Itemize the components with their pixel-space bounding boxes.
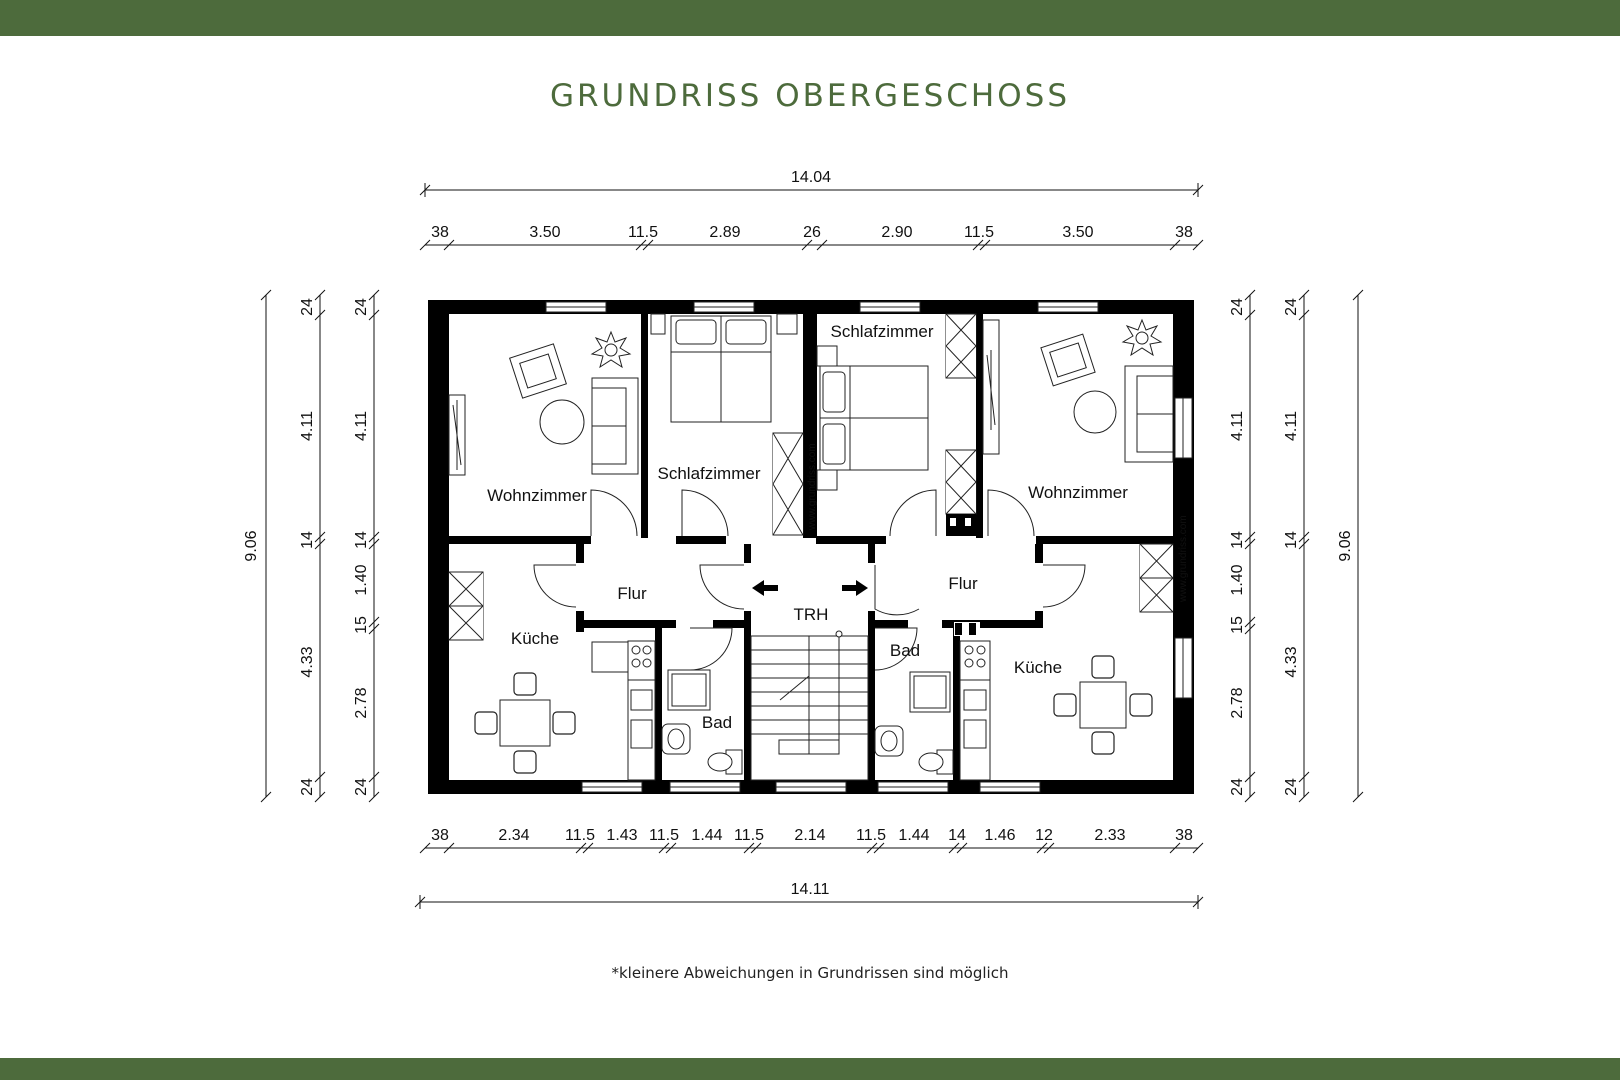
room-label-schlafzimmer-right: Schlafzimmer [830,322,934,341]
dim-bottom-14: 38 [1175,827,1193,844]
dim-right-outer-0: 24 [1283,298,1300,316]
nightstand-icon [777,314,797,334]
dim-left-inner-5: 2.78 [353,687,370,719]
dim-left-outer-3: 4.33 [299,646,316,678]
dimension-right-outer [1283,290,1309,802]
dim-left-inner-2: 14 [353,531,370,549]
room-label-flur-right: Flur [948,574,978,593]
dim-left-outer-4: 24 [299,778,316,796]
room-label-flur-left: Flur [617,584,647,603]
watermark-text: www.grundriss.com [807,443,818,530]
dimension-right-total [1337,290,1363,802]
room-label-schlafzimmer-left: Schlafzimmer [657,464,761,483]
dimension-left-total [243,290,271,802]
dim-bottom-0: 38 [431,827,449,844]
room-label-trh: TRH [793,605,829,624]
dim-bottom-10: 14 [948,827,966,844]
dim-right-inner-4: 15 [1229,616,1246,634]
wardrobe-left-icon [449,395,465,475]
dim-bottom-7: 2.14 [794,827,826,844]
dim-right-inner-1: 4.11 [1229,411,1246,441]
dim-left-total-label: 9.06 [243,530,260,562]
shower-icon [668,670,710,710]
dim-right-inner-3: 1.40 [1229,564,1246,596]
dining-table-icon [1054,656,1152,754]
dim-left-outer-0: 24 [299,298,316,316]
dim-bottom-2: 11.5 [565,827,595,844]
plant-icon [592,332,630,367]
dim-right-total-label: 9.06 [1337,530,1354,562]
dim-bottom-13: 2.33 [1094,827,1126,844]
room-label-kueche-left: Küche [510,629,560,648]
page-title: GRUNDRISS OBERGESCHOSS [550,78,1070,114]
dim-top-1: 3.50 [529,224,561,241]
dim-top-4: 26 [803,224,821,241]
coffee-table-icon [540,400,584,444]
dim-bottom-3: 1.43 [606,827,638,844]
staircase-icon [751,631,868,780]
dim-bottom-1: 2.34 [498,827,530,844]
room-label-wohnzimmer-right: Wohnzimmer [1028,483,1128,502]
armchair-icon [1041,334,1095,386]
dim-bottom-8: 11.5 [856,827,886,844]
dim-bottom-6: 11.5 [734,827,764,844]
dimension-left-outer [299,290,325,802]
dim-top-2: 11.5 [628,224,658,241]
armchair-icon [510,344,567,398]
dim-bottom-5: 1.44 [691,827,723,844]
cabinet-icon [1140,544,1173,612]
shower-icon [910,672,950,712]
dimension-left-inner [353,290,379,802]
dim-right-inner-2: 14 [1229,531,1246,549]
dim-top-0: 38 [431,224,449,241]
room-label-wohnzimmer-left: Wohnzimmer [487,486,587,505]
dimension-top-chain [420,224,1203,250]
dim-top-total-label: 14.04 [790,169,832,186]
arrow-left-icon [752,580,778,596]
wardrobe-icon [773,433,803,535]
dim-right-inner-5: 2.78 [1229,687,1246,719]
dim-bottom-11: 1.46 [984,827,1016,844]
radiator-icon [946,514,976,536]
sofa-icon [592,378,638,474]
dim-right-outer-1: 4.11 [1283,411,1300,441]
dim-top-3: 2.89 [709,224,741,241]
sink-icon [662,724,690,754]
nightstand-icon [817,346,837,366]
dimension-top-total [420,169,1203,197]
dim-bottom-total-label: 14.11 [790,881,830,898]
room-label-bad-left: Bad [701,713,733,732]
kitchen-counter-icon [960,641,990,780]
dim-right-outer-2: 14 [1283,531,1300,549]
dim-bottom-4: 11.5 [649,827,679,844]
arrow-right-icon [842,580,868,596]
dim-left-outer-2: 14 [299,531,316,549]
dim-bottom-12: 12 [1035,827,1053,844]
toilet-icon [708,750,742,774]
footnote: *kleinere Abweichungen in Grundrissen sind möglich [611,964,1009,982]
wardrobe-icon [946,314,976,514]
dimension-right-inner [1229,290,1255,802]
dim-left-inner-1: 4.11 [353,411,370,441]
sofa-icon [1125,366,1173,462]
dimension-bottom-total [415,881,1203,909]
radiator-icon [954,622,980,636]
dim-left-inner-3: 1.40 [353,564,370,596]
dim-right-outer-4: 24 [1283,778,1300,796]
toilet-icon [919,750,953,774]
nightstand-icon [651,314,665,334]
wardrobe-right-icon [983,320,999,454]
sink-icon [875,726,903,756]
dim-right-inner-6: 24 [1229,778,1246,796]
coffee-table-icon [1074,391,1116,433]
watermark-text: www.grundriss.com [1178,515,1189,602]
double-bed-icon [820,366,928,470]
dim-right-outer-3: 4.33 [1283,646,1300,678]
dim-right-inner-0: 24 [1229,298,1246,316]
dim-top-7: 3.50 [1062,224,1094,241]
dim-bottom-9: 1.44 [898,827,930,844]
dim-left-inner-0: 24 [353,298,370,316]
dim-top-6: 11.5 [964,224,994,241]
cabinet-icon [449,572,483,640]
room-label-bad-right: Bad [889,641,921,660]
dim-top-5: 2.90 [881,224,913,241]
nightstand-icon [817,470,837,490]
room-label-kueche-right: Küche [1013,658,1063,677]
dining-table-icon [475,673,575,773]
kitchen-counter-icon [592,641,655,780]
dim-left-inner-4: 15 [353,616,370,634]
double-bed-icon [671,316,771,422]
dim-left-outer-1: 4.11 [299,411,316,441]
dimension-bottom-chain [420,827,1203,853]
plant-icon [1123,320,1161,355]
dim-top-8: 38 [1175,224,1193,241]
dim-left-inner-6: 24 [353,778,370,796]
